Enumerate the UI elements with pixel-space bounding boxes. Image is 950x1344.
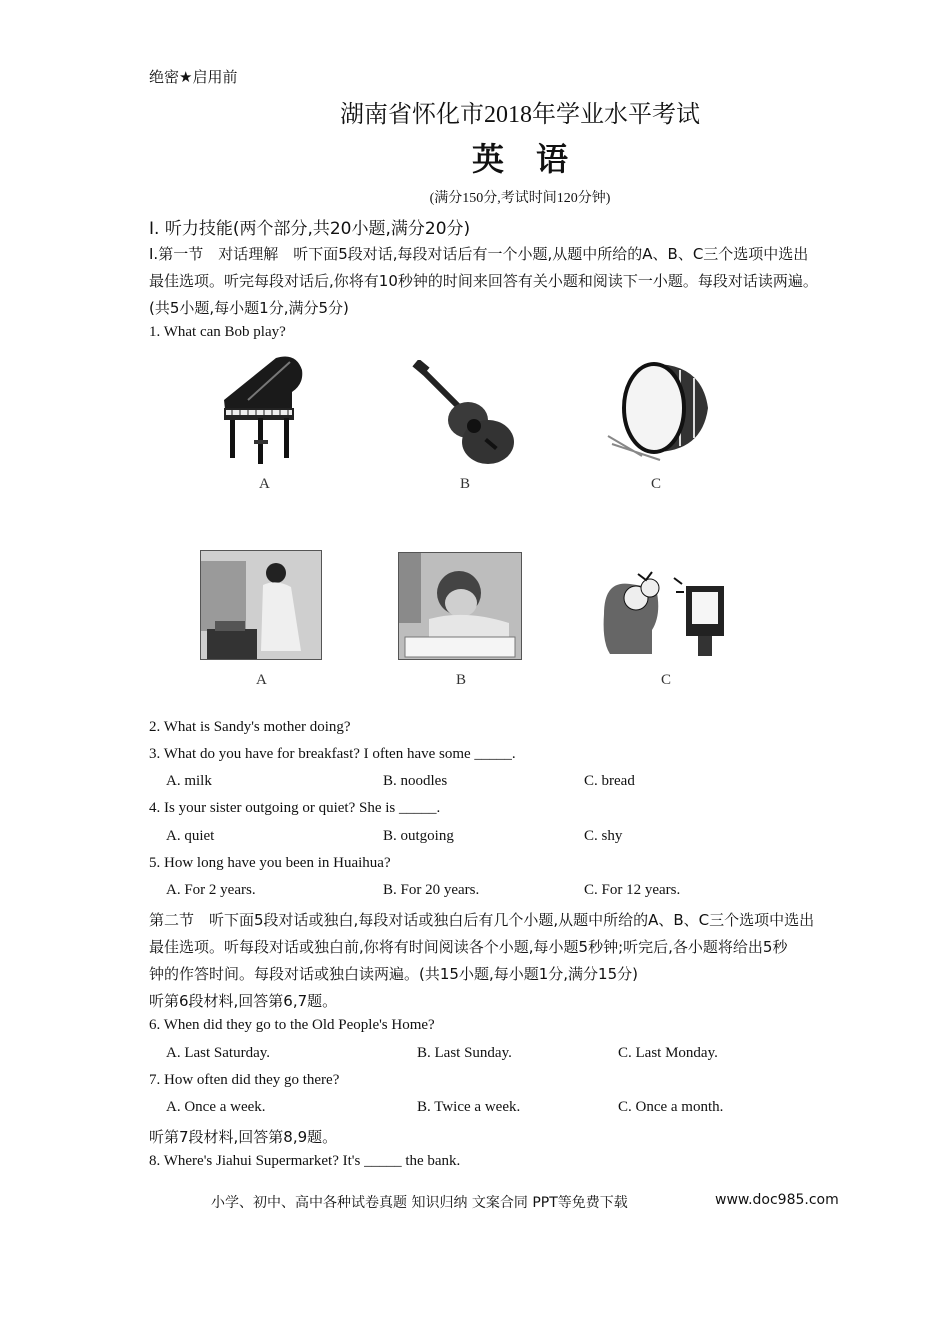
option-a: A. Once a week.	[166, 1099, 266, 1115]
guitar-icon	[412, 360, 518, 468]
confidential-mark: 绝密★启用前	[149, 68, 238, 86]
exam-title: 湖南省怀化市2018年学业水平考试	[340, 102, 700, 128]
option-b: B. outgoing	[383, 828, 454, 844]
option-c: C. shy	[584, 828, 623, 844]
footer-promo: 小学、初中、高中各种试卷真题 知识归纳 文案合同 PPT等免费下载	[211, 1195, 628, 1211]
instruction-line: I.第一节 对话理解 听下面5段对话,每段对话后有一个小题,从题中所给的A、B、C三个选项中选出	[149, 245, 809, 263]
option-c: C. For 12 years.	[584, 882, 681, 898]
option-c: C. Once a month.	[618, 1099, 724, 1115]
option-a: A. Last Saturday.	[166, 1045, 271, 1061]
scoring-info: (满分150分,考试时间120分钟)	[429, 191, 611, 206]
question-7: 7. How often did they go there?	[149, 1072, 340, 1088]
subject-title: 英 语	[471, 140, 568, 178]
instruction-line: 第二节 听下面5段对话或独白,每段对话或独白后有几个小题,从题中所给的A、B、C三个选项中选出	[149, 911, 815, 929]
section-title: Ⅰ. 听力技能(两个部分,共20小题,满分20分)	[149, 219, 471, 239]
option-label: B	[460, 476, 471, 492]
option-label: C	[661, 672, 672, 688]
instruction-line: 最佳选项。听完每段对话后,你将有10秒钟的时间来回答有关小题和阅读下一小题。每段对话读两遍。	[149, 272, 818, 290]
reading-photo	[398, 552, 522, 660]
question-6: 6. When did they go to the Old People's Home?	[149, 1017, 435, 1033]
option-c: C. Last Monday.	[618, 1045, 718, 1061]
option-label: A	[259, 476, 270, 492]
option-a: A. milk	[166, 773, 212, 789]
option-label: C	[651, 476, 662, 492]
watching-tv-icon	[600, 570, 742, 662]
question-8: 8. Where's Jiahui Supermarket? It's _____ the bank.	[149, 1153, 461, 1169]
instruction-line: 最佳选项。听每段对话或独白前,你将有时间阅读各个小题,每小题5秒钟;听完后,各小题将给出5秒	[149, 938, 788, 956]
option-a: A. For 2 years.	[166, 882, 256, 898]
option-b: B. Twice a week.	[417, 1099, 521, 1115]
option-label: B	[456, 672, 467, 688]
option-b: B. Last Sunday.	[417, 1045, 512, 1061]
question-5: 5. How long have you been in Huaihua?	[149, 855, 391, 871]
footer-site-link[interactable]: www.doc985.com	[715, 1192, 839, 1208]
option-label: A	[256, 672, 267, 688]
cooking-photo	[200, 550, 322, 660]
question-3: 3. What do you have for breakfast? I often have some _____.	[149, 746, 516, 762]
instruction-line: (共5小题,每小题1分,满分5分)	[149, 299, 349, 317]
option-c: C. bread	[584, 773, 635, 789]
material-note: 听第7段材料,回答第8,9题。	[149, 1128, 338, 1146]
drum-icon	[602, 356, 720, 464]
question-4: 4. Is your sister outgoing or quiet? She is _____.	[149, 800, 441, 816]
instruction-line: 钟的作答时间。每段对话或独白读两遍。(共15小题,每小题1分,满分15分)	[149, 965, 638, 983]
piano-icon	[218, 352, 310, 467]
material-note: 听第6段材料,回答第6,7题。	[149, 992, 338, 1010]
option-b: B. For 20 years.	[383, 882, 480, 898]
question-2: 2. What is Sandy's mother doing?	[149, 719, 351, 735]
option-a: A. quiet	[166, 828, 215, 844]
option-b: B. noodles	[383, 773, 448, 789]
question-1: 1. What can Bob play?	[149, 324, 286, 340]
